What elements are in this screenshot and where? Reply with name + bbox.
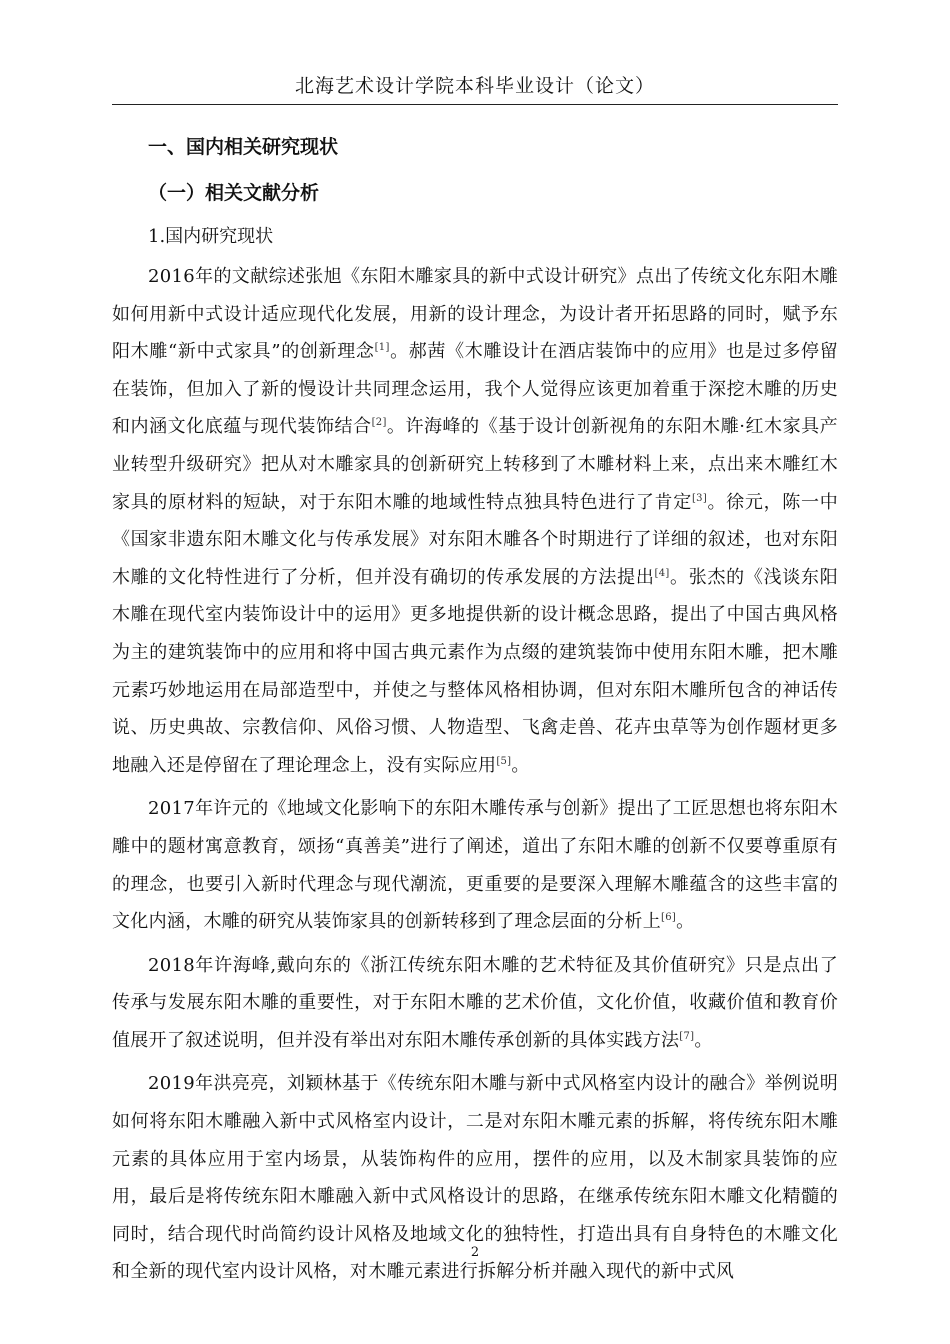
section-heading: 一、国内相关研究现状 [148,136,339,158]
page-content [112,126,838,1291]
citation-marker: [2] [371,417,387,429]
page-number: 2 [470,1245,480,1260]
paragraph-2 [112,790,838,940]
paragraph-text: 2017年许元的《地域文化影响下的东阳木雕传承与创新》提出了工匠思想也将东阳木雕中的题材寓意教育，颂扬“真善美”进行了阐述，道出了东阳木雕的创新不仅要尊重原有的理念，也要引入新时代理念与现代潮流，更重要的是要深入理解木雕蕴含的这些丰富的文化内涵，木雕的研究从装饰家具的创新转移到了理念层面的分析上 [112,798,838,933]
running-header: 北海艺术设计学院本科毕业设计（论文） [294,75,655,97]
paragraph-1 [112,258,838,784]
citation-marker: [5] [496,755,512,767]
paragraph-text: 。徐元，陈一中《国家非遗东阳木雕文化与传承发展》对东阳木雕各个时期进行了详细的叙述，也对东阳木雕的文化特性进行了分析，但并没有确切的传承发展的方法提出 [112,491,839,588]
subsubsection-heading: 1.国内研究现状 [148,226,274,247]
citation-marker: [6] [661,912,677,924]
subsection-heading: （一）相关文献分析 [148,182,320,204]
paragraph-text: 。 [676,911,695,933]
paragraph-text: 。 [694,1029,713,1051]
paragraph-text: 。张杰的《浅谈东阳木雕在现代室内装饰设计中的运用》更多地提供新的设计概念思路，提出了中国古典风格为主的建筑装饰中的应用和将中国古典元素作为点缀的建筑装饰中使用东阳木雕，把木雕元素巧妙地运用在局部造型中，并使之与整体风格相协调，但对东阳木雕所包含的神话传说、历史典故、宗教信仰、风俗习惯、人物造型、飞禽走兽、花卉虫草等为创作题材更多地融入还是停留在了理论理念上，没有实际应用 [112,566,838,776]
paragraph-3 [112,947,838,1060]
paragraph-text: 2016年的文献综述张旭《东阳木雕家具的新中式设计研究》点出了传统文化东阳木雕如何用新中式设计适应现代化发展，用新的设计理念，为设计者开拓思路的同时，赋予东阳木雕“新中式家具”的创新理念 [112,266,838,363]
paragraph-text: 。 [511,754,530,776]
paragraph-text: 2018年许海峰,戴向东的《浙江传统东阳木雕的艺术特征及其价值研究》只是点出了传承与发展东阳木雕的重要性，对于东阳木雕的艺术价值，文化价值，收藏价值和教育价值展开了叙述说明，但并没有举出对东阳木雕传承创新的具体实践方法 [112,954,838,1051]
citation-marker: [3] [691,492,708,504]
paragraph-text: 。郝茜《木雕设计在酒店装饰中的应用》也是过多停留在装饰，但加入了新的慢设计共同理念运用，我个人觉得应该更加着重于深挖木雕的历史和内涵文化底蕴与现代装饰结合 [112,341,839,438]
paragraph-text: 。许海峰的《基于设计创新视角的东阳木雕·红木家具产业转型升级研究》把从对木雕家具的创新研究上转移到了木雕材料上来，点出来木雕红木家具的原材料的短缺，对于东阳木雕的地域性特点独具特色进行了肯定 [112,416,838,513]
paragraph-text: 2019年洪亮亮，刘颖林基于《传统东阳木雕与新中式风格室内设计的融合》举例说明如何将东阳木雕融入新中式风格室内设计，二是对东阳木雕元素的拆解，将传统东阳木雕元素的具体应用于室内场景，从装饰构件的应用，摆件的应用，以及木制家具装饰的应用，最后是将传统东阳木雕融入新中式风格设计的思路，在继承传统东阳木雕文化精髓的同时，结合现代时尚简约设计风格及地域文化的独特性，打造出具有自身特色的木雕文化和全新的现代室内设计风格，对木雕元素进行拆解分析并融入现代的新中式风 [112,1073,838,1283]
citation-marker: [4] [654,567,670,579]
citation-marker: [7] [679,1030,695,1042]
header-rule [112,104,838,105]
citation-marker: [1] [374,342,390,354]
